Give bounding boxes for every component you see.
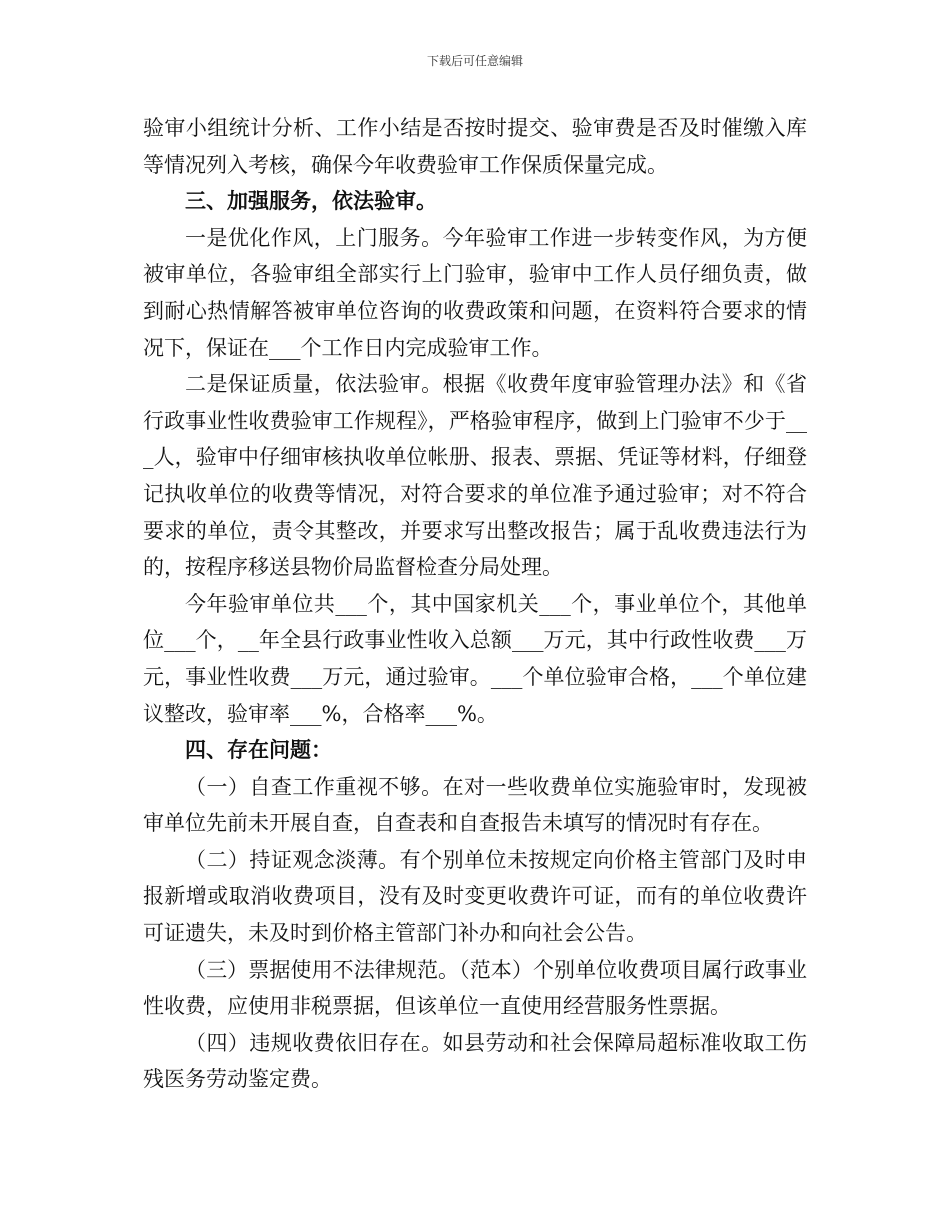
document-body [143,110,807,1098]
paragraph-statistics: 今年验审单位共___个，其中国家机关___个，事业单位个，其他单位___个，__年全县行政事业性收入总额___万元，其中行政性收费___万元，事业性收费___万元，通过验审。___个单位验审合格，___个单位建议整改，验审率___%，合格率___%。 [143,591,807,726]
section-heading-3: 三、加强服务，依法验审。 [185,188,437,214]
page-header: 下载后可任意编辑 [426,54,523,68]
paragraph-issue-1: （一）自查工作重视不够。在对一些收费单位实施验审时，发现被审单位先前未开展自查，自查表和自查报告未填写的情况时有存在。 [143,774,807,836]
paragraph-issue-2: （二）持证观念淡薄。有个别单位未按规定向价格主管部门及时申报新增或取消收费项目，没有及时变更收费许可证，而有的单位收费许可证遗失，未及时到价格主管部门补办和向社会公告。 [143,847,807,946]
paragraph-service: 一是优化作风，上门服务。今年验审工作进一步转变作风，为方便被审单位，各验审组全部实行上门验审，验审中工作人员仔细负责，做到耐心热情解答被审单位咨询的收费政策和问题，在资料符合要求的情况下，保证在___个工作日内完成验审工作。 [143,225,807,360]
paragraph-quality: 二是保证质量，依法验审。根据《收费年度审验管理办法》和《省行政事业性收费验审工作规程》，严格验审程序，做到上门验审不少于___人，验审中仔细审核执收单位帐册、报表、票据、凭证等材料，仔细登记执收单位的收费等情况，对符合要求的单位准予通过验审；对不符合要求的单位，责令其整改，并要求写出整改报告；属于乱收费违法行为的，按程序移送县物价局监督检查分局处理。 [143,372,807,580]
section-heading-4: 四、存在问题： [185,737,332,763]
paragraph-issue-3: （三）票据使用不法律规范。（范本）个别单位收费项目属行政事业性收费，应使用非税票据，但该单位一直使用经营服务性票据。 [143,957,807,1019]
paragraph-issue-4: （四）违规收费依旧存在。如县劳动和社会保障局超标准收取工伤残医务劳动鉴定费。 [143,1030,807,1092]
paragraph-continuation: 验审小组统计分析、工作小结是否按时提交、验审费是否及时催缴入库等情况列入考核，确保今年收费验审工作保质保量完成。 [143,116,807,177]
